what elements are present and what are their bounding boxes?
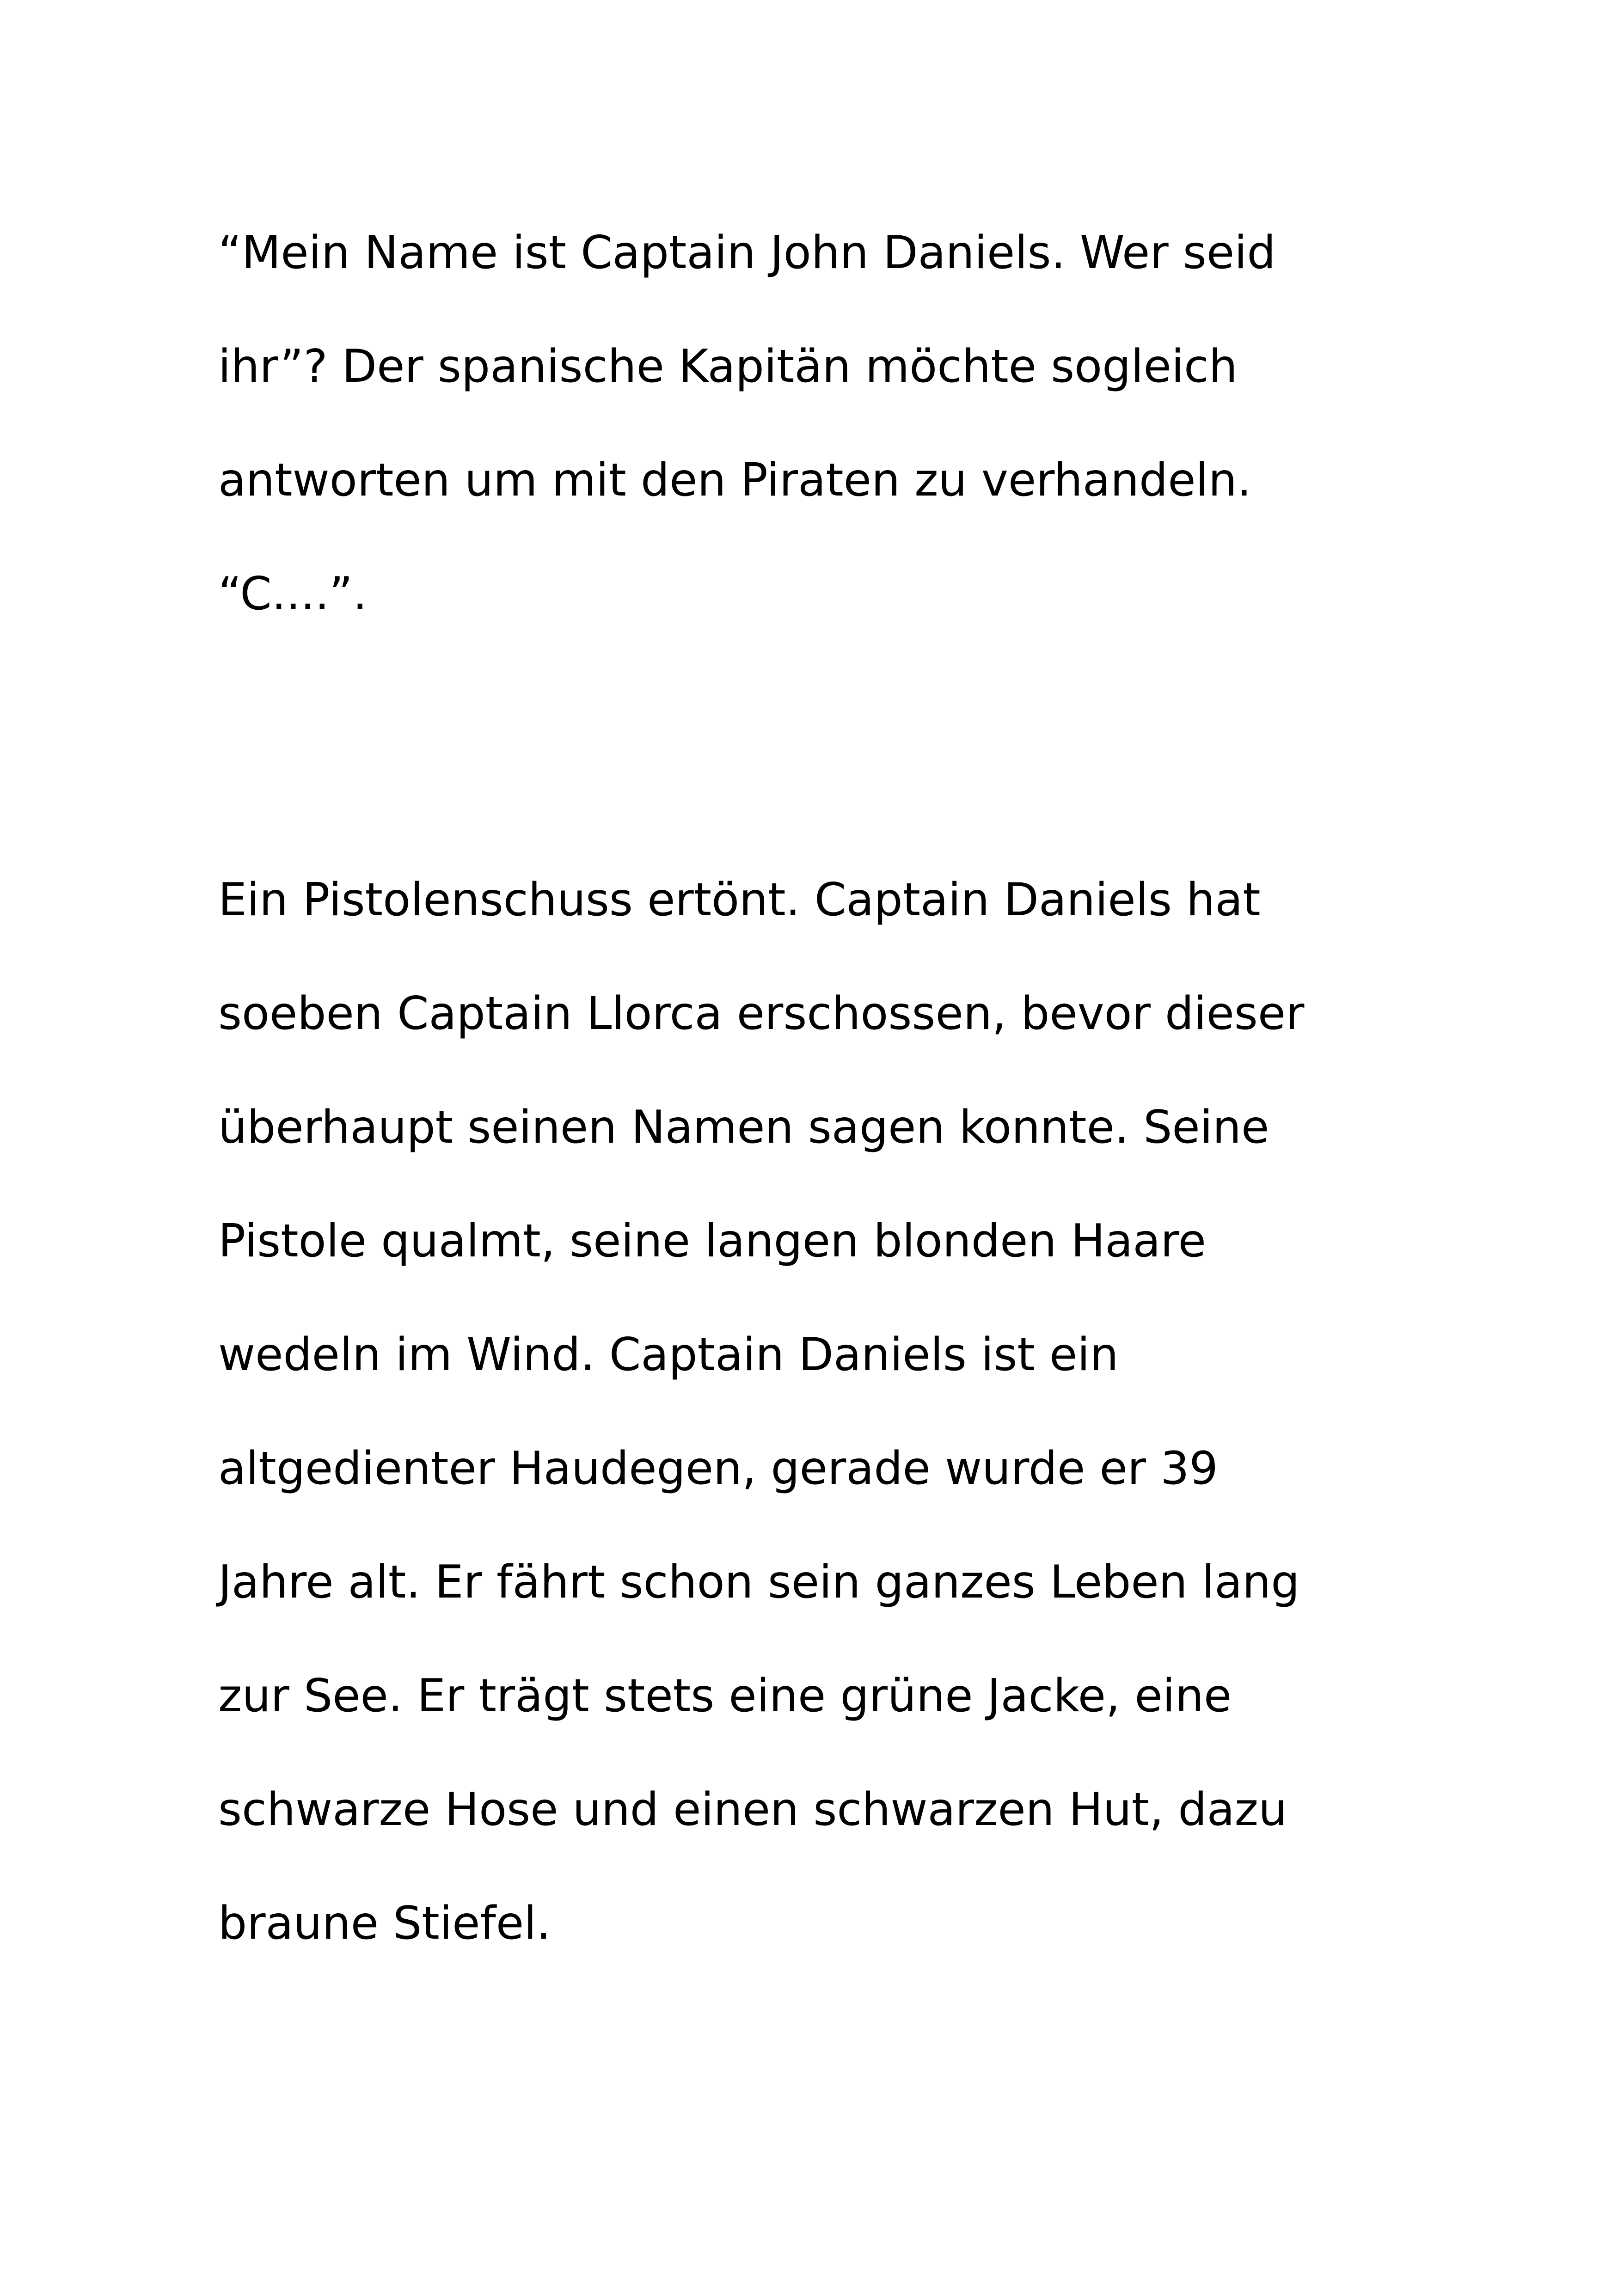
text-line: soeben Captain Llorca erschossen, bevor dieser	[218, 987, 1305, 1040]
text-line: wedeln im Wind. Captain Daniels ist ein	[218, 1329, 1119, 1381]
text-line: antworten um mit den Piraten zu verhandeln.	[218, 454, 1252, 507]
text-line: altgedienter Haudegen, gerade wurde er 39	[218, 1442, 1218, 1495]
text-line: Pistole qualmt, seine langen blonden Haare	[218, 1215, 1206, 1267]
text-line: “Mein Name ist Captain John Daniels. Wer seid	[218, 227, 1276, 279]
text-line: Ein Pistolenschuss ertönt. Captain Daniels hat	[218, 874, 1261, 926]
text-line: schwarze Hose und einen schwarzen Hut, dazu	[218, 1783, 1287, 1836]
text-line: ihr”? Der spanische Kapitän möchte sogleich	[218, 340, 1238, 393]
text-line: “C....”.	[218, 568, 368, 620]
paragraph-dialogue	[218, 196, 1466, 651]
text-line: Jahre alt. Er fährt schon sein ganzes Leben lang	[218, 1556, 1300, 1609]
text-line: braune Stiefel.	[218, 1897, 551, 1950]
paragraph-description	[218, 843, 1466, 1980]
text-line: zur See. Er trägt stets eine grüne Jacke, eine	[218, 1670, 1232, 1722]
text-line: überhaupt seinen Namen sagen konnte. Seine	[218, 1101, 1269, 1154]
